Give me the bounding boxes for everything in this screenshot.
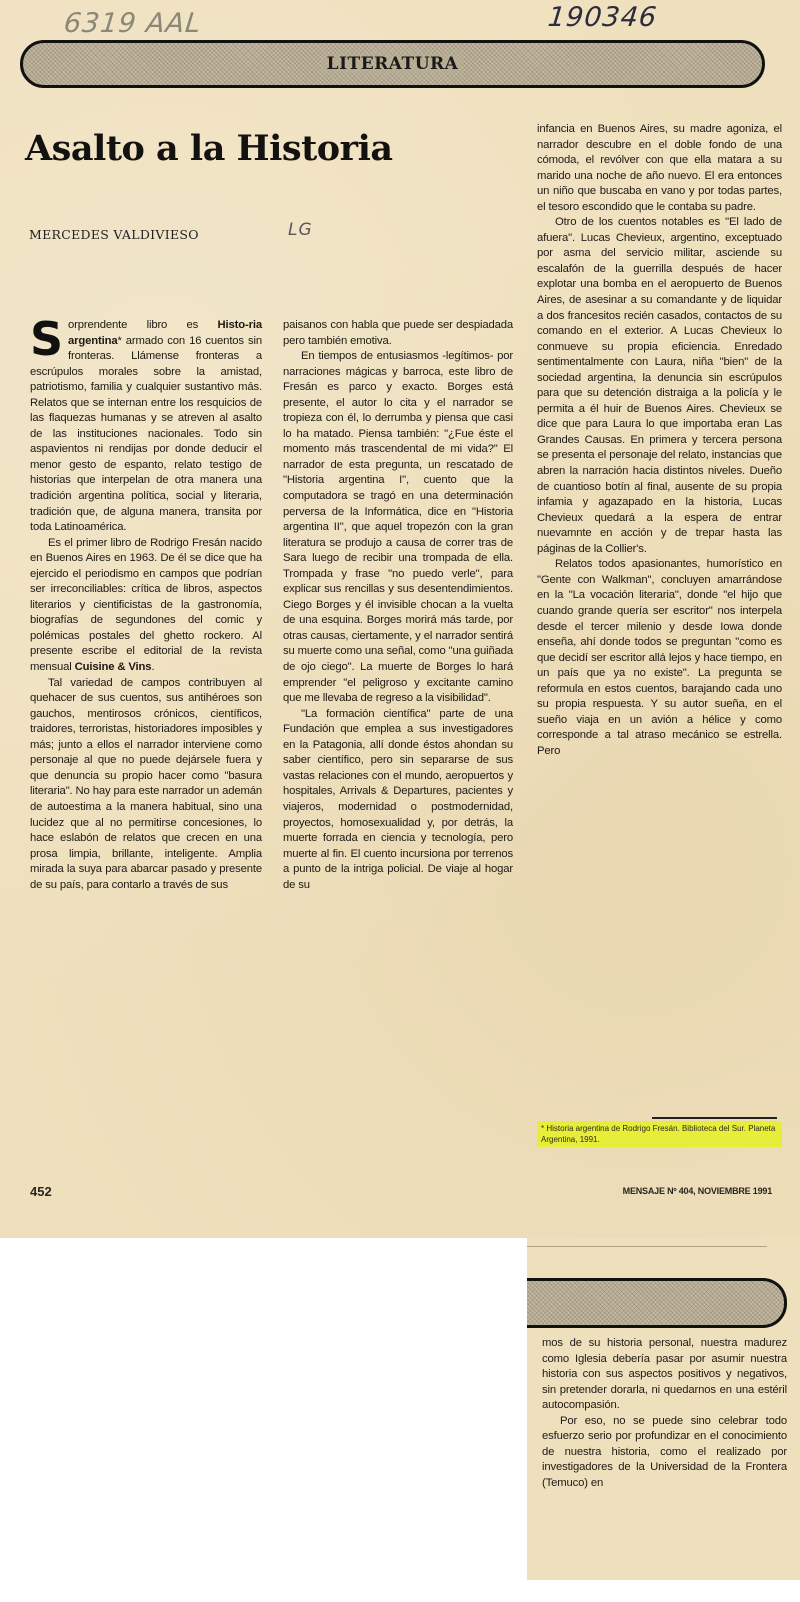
paragraph — [537, 122, 782, 215]
text-run: Por eso, no se puede sino celebrar todo esfuerzo serio por profundizar en el conocimiento de nuestra historia, como el realizado por investigadores de la Universidad de la Frontera (Temuco) en — [542, 1414, 787, 1489]
text-run: * armado con 16 cuentos sin fronteras. Llámense fronteras a escrúpulos morales sobre la amistad, patriotismo, familia y cualquier sustantivo más. Relatos que se internan entre los resquicios de las flaquezas humanas y se atreven al asalto de las instituciones nacionales. Todo sin aspavientos ni rendijas por donde deducir el menor gesto de espanto, relato testigo de historias que interpelan de otra manera una tradición argentina política, social y literaria, tradición que, de alguna manera, transita por toda Latinoamérica. — [30, 334, 262, 534]
page-number: 452 — [30, 1184, 52, 1199]
emphasis-text: Histo-ria argentina — [67, 319, 262, 347]
paragraph — [30, 312, 262, 536]
column-body — [542, 1336, 787, 1491]
section-banner — [20, 40, 765, 88]
text-run: infancia en Buenos Aires, su madre agoniza, el narrador descubre en el doble fondo de una cómoda, el revólver con que ella matara a su marido una noche de año nuevo. El era entonces un niño que buscaba en vano y por todas partes, el tesoro escondido que le contaba su padre. — [537, 123, 782, 213]
text-run: Tal variedad de campos contribuyen al quehacer de sus cuentos, sus antihéroes son gauchos, mentirosos crónicos, científicos, traidores, terroristas, historiadores imposibles y más; junto a ellos el narrador interviene como personaje al que no puede dejársele fuera y que denuncia su propio hacer como "basura literaria". No hay para este narrador un ademán de autoestima a la manera habitual, sino una lucidez que al no permitirse concesiones, lo hace eslabón de relatos que crecen en una prosa limpia, brillante, inteligente. Amplia mirada la suya para abarcar pasado y presente de su país, para contarlo a través de sus — [30, 676, 262, 891]
paragraph — [283, 707, 513, 894]
text-run: paisanos con habla que puede ser despiadada pero también emotiva. — [283, 319, 513, 347]
column-body — [537, 122, 782, 759]
paragraph — [283, 318, 513, 349]
article-column-3 — [537, 122, 782, 759]
paragraph — [537, 557, 782, 759]
section-banner-fragment — [527, 1278, 787, 1328]
handwritten-record-number: 190346 — [546, 2, 659, 33]
drop-cap: S — [30, 312, 63, 366]
paragraph — [30, 536, 262, 676]
text-run: . — [151, 661, 155, 674]
article-column-2 — [283, 318, 513, 893]
text-run: "La formación científica" parte de una Fundación que emplea a sus investigadores en la Patagonia, allí donde éstos ahondan su saber científico, pero sin separarse de sus vastas relaciones con el mundo, aeropuertos y hospitales, Arrivals & Departures, pacientes y viajeros, modernidad o postmodernidad, proyectos, homosexualidad y, por detrás, la muerte forrada en ciencia y tecnología, pero muerte al fin. El cuento incursiona por terrenos a punto de la intriga policial. De viaje al hogar de su — [283, 707, 513, 891]
text-run: Es el primer libro de Rodrigo Fresán nacido en Buenos Aires en 1963. De él se dice que ha ejercido el periodismo en campos que podrían ser irreconciliables: crítica de libros, aspectos literarios y cientificistas de la gastronomía, biografías de segundones del comic y polémicas postales del ghetto rockero. Al presente escribe el editorial de la revista mensual — [30, 536, 262, 674]
text-run: mos de su historia personal, nuestra madurez como Iglesia debería pasar por asumir nuestra historia con sus aspectos positivos y negativos, sin pretender dorarla, ni quedarnos en una estéril autocompasión. — [542, 1337, 787, 1412]
fold-line — [527, 1246, 767, 1247]
paragraph — [283, 349, 513, 707]
emphasis-text: Cuisine & Vins — [74, 661, 152, 674]
column-body — [30, 312, 262, 893]
text-run: Relatos todos apasionantes, humorístico en "Gente con Walkman", concluyen amarrándose en la "La vocación literaria", donde "el hijo que cuando grande quería ser escritor" nos interpela desde el tercer milenio y desde Iowa donde enseña, ahí donde todos se preguntan "como es que decidí ser escritor allá lejos y hace tiempo, en un país que ya no existe". La pregunta se reformula en estos cuentos, barajando cada uno su propia respuesta. Y su autor sueña, en el sueño viaja en un avión a hélice y como corresponde a tal atraso mecánico se estrella. Pero — [537, 558, 782, 757]
article-author: MERCEDES VALDIVIESO — [29, 227, 199, 242]
paragraph — [30, 676, 262, 894]
continuation-column — [542, 1336, 787, 1491]
paragraph — [537, 215, 782, 557]
paragraph — [542, 1336, 787, 1414]
handwritten-catalog-code: 6319 AAL — [62, 8, 203, 39]
text-run: En tiempos de entusiasmos -legítimos- por narraciones mágicas y barroca, este libro de Fresán es parco y exacto. Borges está presente, el autor lo cita y el narrador se tropieza con él, lo derrumba y piensa que casi lo ha matado. Piensa también: "¿Fue éste el momento más trascendental de mi vida?" El narrador de esta pregunta, un rescatado de "Historia argentina I", cuento que la computadora se tragó en una determinación perversa de la Informática, dice en "Historia argentina II", que aquel tropezón con la gran literatura se produjo a causa de correr tras de Sara luego de recibir una trompada de ella. Trompada y frase "no puedo verle", para explicar sus rencillas y sus desentendimientos. Ciego Borges y él invisible chocan a la vuelta de una esquina. Borges morirá más tarde, por otras causas, ciertamente, y el narrador sentirá su muerte como una señal, como "una guiñada de ojo ciego". La muerte de Borges lo hará emprender "el peligroso y excitante camino que me llevaba de regreso a la visibilidad". — [283, 350, 513, 705]
article-column-1 — [30, 312, 262, 893]
footnote-highlighted: * Historia argentina de Rodrigo Fresán. Biblioteca del Sur. Planeta Argentina, 1991. — [537, 1121, 782, 1147]
column-body — [283, 318, 513, 893]
continuation-clipping — [527, 1238, 800, 1580]
text-run: Otro de los cuentos notables es "El lado de afuera". Lucas Chevieux, argentino, exceptuado por asma del servicio militar, asciende su escalafón de la guerrilla después de hacer explotar una bomba en el aeropuerto de Buenos Aires, de asesinar a su comandante y de liquidar a dos francesitos recién casados, contactos de su comando en el exterior. A Lucas Chevieux lo conmueve su propia eficiencia. Enredado sentimentalmente con Laura, niña "bien" de la sociedad argentina, la denuncia sin escrúpulos para que su detención distraiga a la policía y le permita a él huir de Buenos Aires. Chevieux se dice que para Laura lo que importaba eran Las Grandes Causas. En primera y tercera persona se presenta el personaje del relato, instancias que abren la narración hacia distintos niveles. Dueño de cuantioso botín al final, ausente de su propia infamia y agazapado en la historia, Lucas Chevieux quedará a la espera de entrar nuevamnte en acción y de trepar hasta las páginas de la Collier's. — [537, 216, 782, 555]
article-title: Asalto a la Historia — [25, 128, 393, 169]
handwritten-initials: LG — [288, 220, 313, 240]
footnote-rule — [652, 1117, 777, 1119]
issue-info: MENSAJE Nº 404, NOVIEMBRE 1991 — [622, 1186, 772, 1196]
section-label: LITERATURA — [321, 54, 465, 74]
text-run: orprendente libro es — [67, 319, 218, 331]
paragraph — [542, 1414, 787, 1492]
